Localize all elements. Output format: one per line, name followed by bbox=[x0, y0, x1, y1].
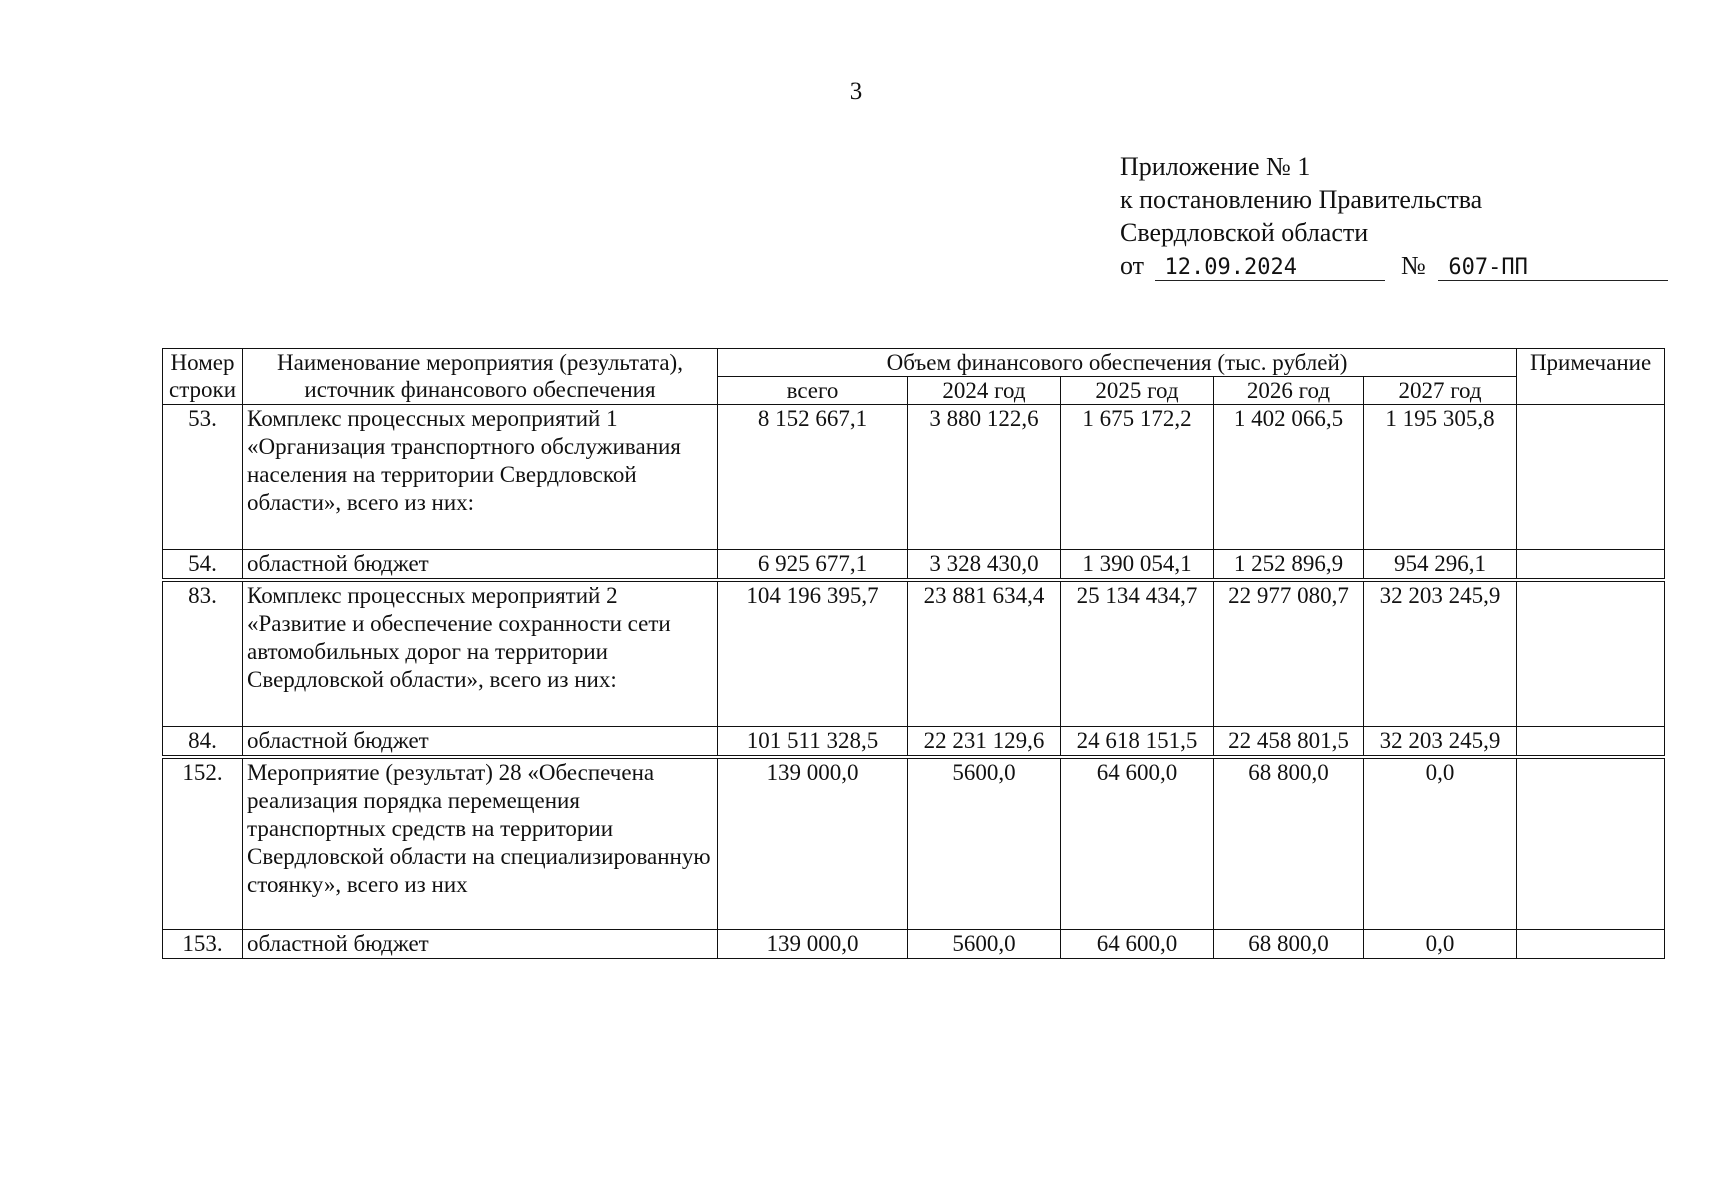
annex-line-2: к постановлению Правительства bbox=[1120, 185, 1483, 214]
row-2025: 64 600,0 bbox=[1061, 759, 1214, 930]
row-2025: 25 134 434,7 bbox=[1061, 582, 1214, 727]
row-number: 152. bbox=[163, 759, 243, 930]
row-2027: 32 203 245,9 bbox=[1364, 582, 1517, 727]
row-name: областной бюджет bbox=[243, 930, 718, 959]
row-total: 104 196 395,7 bbox=[718, 582, 908, 727]
row-name: Мероприятие (результат) 28 «Обеспечена реализация порядка перемещения транспортных средств на территории Свердловской области на специализированную стоянку», всего из них bbox=[243, 759, 718, 930]
number-label: № bbox=[1401, 251, 1426, 280]
header-2025: 2025 год bbox=[1061, 377, 1214, 405]
row-2025: 64 600,0 bbox=[1061, 930, 1214, 959]
row-2026: 1 252 896,9 bbox=[1214, 550, 1364, 579]
row-2025: 24 618 151,5 bbox=[1061, 727, 1214, 756]
table-row bbox=[163, 582, 1665, 727]
row-total: 101 511 328,5 bbox=[718, 727, 908, 756]
page-number: 3 bbox=[849, 78, 863, 105]
row-2025: 1 675 172,2 bbox=[1061, 405, 1214, 550]
row-2027: 32 203 245,9 bbox=[1364, 727, 1517, 756]
row-2027: 954 296,1 bbox=[1364, 550, 1517, 579]
row-note bbox=[1517, 759, 1665, 930]
annex-block bbox=[1120, 150, 1668, 282]
row-note bbox=[1517, 550, 1665, 579]
row-2024: 3 328 430,0 bbox=[908, 550, 1061, 579]
row-2027: 1 195 305,8 bbox=[1364, 405, 1517, 550]
row-note bbox=[1517, 405, 1665, 550]
row-name: Комплекс процессных мероприятий 1 «Организация транспортного обслуживания населения на территории Свердловской области», всего из них: bbox=[243, 405, 718, 550]
row-number: 54. bbox=[163, 550, 243, 579]
row-number: 83. bbox=[163, 582, 243, 727]
row-2026: 22 458 801,5 bbox=[1214, 727, 1364, 756]
header-2026: 2026 год bbox=[1214, 377, 1364, 405]
decree-number: 607-ПП bbox=[1438, 256, 1668, 281]
financing-table bbox=[162, 348, 1665, 959]
header-2027: 2027 год bbox=[1364, 377, 1517, 405]
row-2027: 0,0 bbox=[1364, 930, 1517, 959]
table-row bbox=[163, 550, 1665, 579]
row-total: 6 925 677,1 bbox=[718, 550, 908, 579]
row-note bbox=[1517, 582, 1665, 727]
row-2027: 0,0 bbox=[1364, 759, 1517, 930]
row-2026: 68 800,0 bbox=[1214, 759, 1364, 930]
annex-title: Приложение № 1 bbox=[1120, 152, 1311, 181]
header-2024: 2024 год bbox=[908, 377, 1061, 405]
row-name: областной бюджет bbox=[243, 550, 718, 579]
row-2024: 5600,0 bbox=[908, 930, 1061, 959]
row-note bbox=[1517, 727, 1665, 756]
row-name: областной бюджет bbox=[243, 727, 718, 756]
row-2024: 23 881 634,4 bbox=[908, 582, 1061, 727]
table-row bbox=[163, 405, 1665, 550]
row-2026: 22 977 080,7 bbox=[1214, 582, 1364, 727]
table-row bbox=[163, 727, 1665, 756]
row-note bbox=[1517, 930, 1665, 959]
row-number: 84. bbox=[163, 727, 243, 756]
table-row bbox=[163, 930, 1665, 959]
row-name: Комплекс процессных мероприятий 2 «Развитие и обеспечение сохранности сети автомобильных дорог на территории Свердловской области», всего из них: bbox=[243, 582, 718, 727]
table-row bbox=[163, 759, 1665, 930]
header-name: Наименование мероприятия (результата), источник финансового обеспечения bbox=[243, 349, 718, 405]
decree-date: 12.09.2024 bbox=[1155, 256, 1385, 281]
row-total: 8 152 667,1 bbox=[718, 405, 908, 550]
annex-line-3: Свердловской области bbox=[1120, 218, 1369, 247]
header-total: всего bbox=[718, 377, 908, 405]
row-number: 53. bbox=[163, 405, 243, 550]
row-total: 139 000,0 bbox=[718, 930, 908, 959]
annex-date-line bbox=[1120, 249, 1668, 282]
row-2024: 22 231 129,6 bbox=[908, 727, 1061, 756]
row-number: 153. bbox=[163, 930, 243, 959]
row-2024: 5600,0 bbox=[908, 759, 1061, 930]
row-total: 139 000,0 bbox=[718, 759, 908, 930]
from-label: от bbox=[1120, 251, 1145, 280]
row-2026: 68 800,0 bbox=[1214, 930, 1364, 959]
header-funding: Объем финансового обеспечения (тыс. рублей) bbox=[718, 349, 1517, 377]
table-header bbox=[163, 349, 1665, 405]
row-2025: 1 390 054,1 bbox=[1061, 550, 1214, 579]
header-row-number: Номер строки bbox=[163, 349, 243, 405]
row-2026: 1 402 066,5 bbox=[1214, 405, 1364, 550]
header-note: Примечание bbox=[1517, 349, 1665, 405]
row-2024: 3 880 122,6 bbox=[908, 405, 1061, 550]
